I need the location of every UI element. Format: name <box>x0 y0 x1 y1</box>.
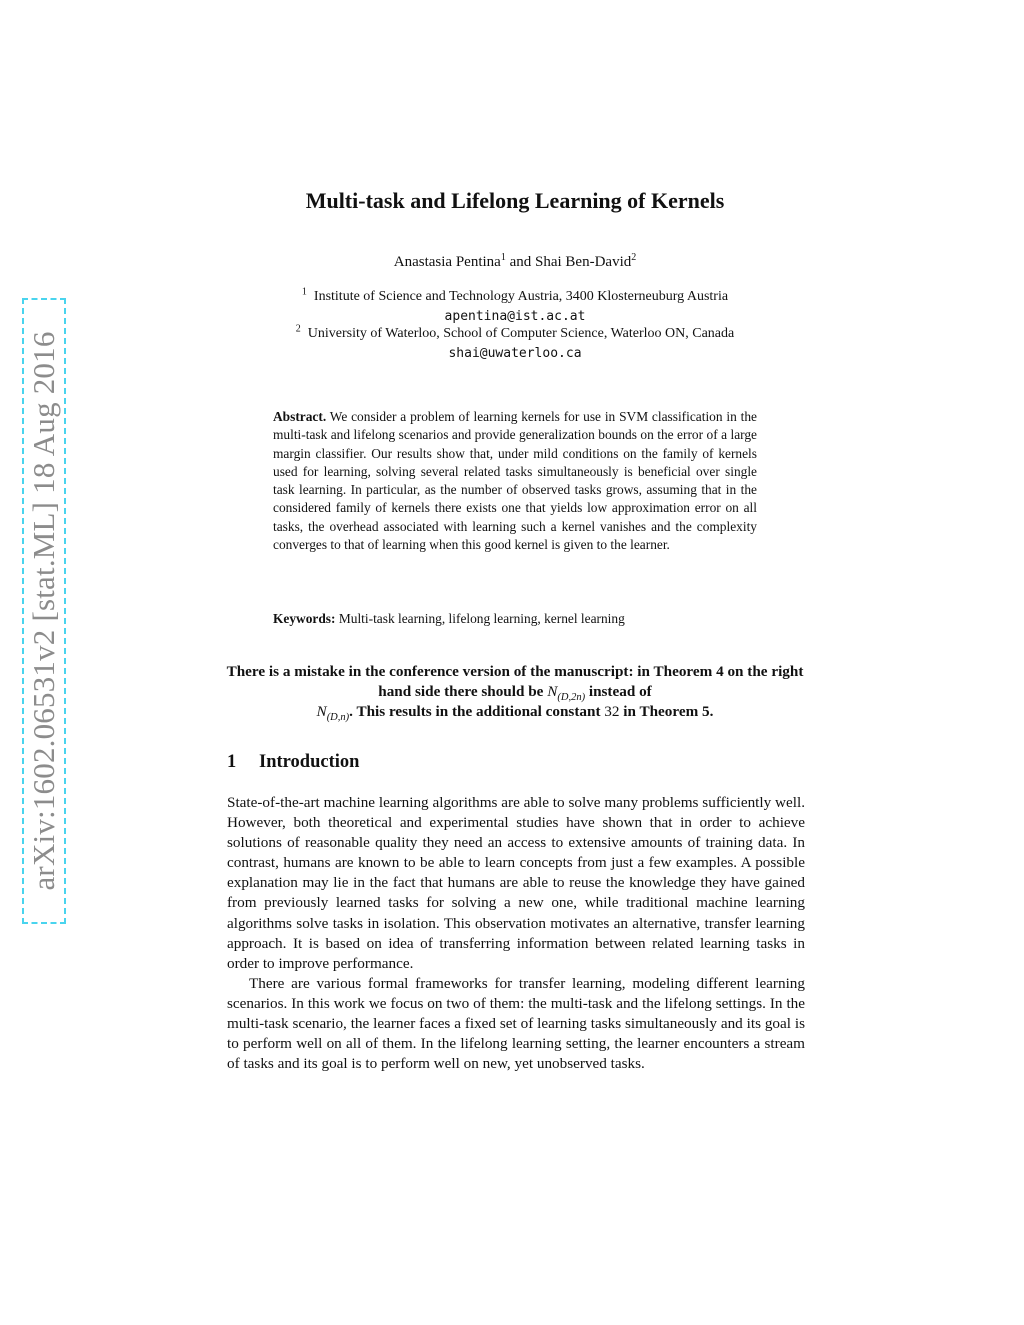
notice-text: instead of <box>588 683 652 700</box>
notice-constant: 32 <box>604 703 620 720</box>
abstract-label: Abstract. <box>273 409 327 424</box>
affiliation-mark: 1 <box>301 286 307 298</box>
abstract-text: We consider a problem of learning kernels for use in SVM classification in the multi-task and lifelong scenarios and provide generalization bounds on the error of a large margin classifier. Our results show that, under mild conditions on the family of kernels used for learning, solving several related tasks simultaneously is beneficial over single task learning. In particular, as the number of observed tasks grows, assuming that in the considered family of kernels there exists one that yields low approximation error on all tasks, the overhead associated with learning such a kernel vanishes and the complexity converges to that of learning when this good kernel is given to the learner. <box>273 409 758 553</box>
arxiv-stamp <box>22 298 66 924</box>
notice-text: . This results in the additional constant <box>349 703 601 720</box>
affiliation-text: University of Waterloo, School of Computer Science, Waterloo ON, Canada <box>307 326 735 341</box>
abstract <box>273 408 757 554</box>
author-line <box>180 254 850 271</box>
author-connector: and <box>509 254 532 270</box>
section-number: 1 <box>227 752 237 772</box>
paragraph: There are various formal frameworks for transfer learning, modeling different learning scenarios. In this work we focus on two of them: the multi-task and the lifelong settings. In the multi-task scenario, the learner faces a fixed set of learning tasks simultaneously and its goal is to perform well on all of them. In the lifelong learning setting, the learner encounters a stream of tasks and its goal is to perform well on new, yet unobserved tasks. <box>227 974 805 1073</box>
affiliation-mark: 1 <box>500 252 506 263</box>
math-symbol: $N_{(D,2n)}$ <box>547 683 586 704</box>
paragraph: State-of-the-art machine learning algorithms are able to solve many problems sufficiently well. However, both theoretical and experimental studies have shown that in order to achieve solutions of reasonable quality they need an access to extensive amounts of training data. In contrast, humans are known to be able to learn concepts from just a few examples. A possible explanation may lie in the fact that humans are able to reuse the knowledge they have gained from previously learned tasks for solving a new one, while traditional machine learning algorithms solve tasks in isolation. This observation motivates an alternative, transfer learning approach. It is based on idea of transferring information between related learning tasks in order to improve performance. <box>227 794 805 972</box>
author-name: Anastasia Pentina <box>393 254 501 270</box>
author-email[interactable]: shai@uwaterloo.ca <box>448 346 582 361</box>
keywords-label: Keywords: <box>273 611 336 626</box>
arxiv-identifier: arXiv:1602.06531v2 [stat.ML] 18 Aug 2016 <box>26 331 61 891</box>
keywords <box>273 611 773 627</box>
affiliation-2 <box>180 323 850 342</box>
section-title: Introduction <box>259 752 360 772</box>
paper-title: Multi-task and Lifelong Learning of Kernels <box>305 188 725 213</box>
section-heading <box>227 752 359 773</box>
notice-text: There is a mistake in the conference version of the manuscript: in Theorem 4 on the right hand side there should be <box>226 663 804 700</box>
notice-text: in Theorem 5. <box>623 703 714 720</box>
introduction-body <box>227 793 805 1074</box>
author-email[interactable]: apentina@ist.ac.at <box>444 309 586 324</box>
affiliation-text: Institute of Science and Technology Austria, 3400 Klosterneuburg Austria <box>313 289 729 304</box>
affiliation-mark: 2 <box>631 252 637 263</box>
erratum-notice <box>215 662 815 722</box>
affiliation-mark: 2 <box>295 323 301 335</box>
affiliation-1 <box>180 286 850 305</box>
keywords-text: Multi-task learning, lifelong learning, kernel learning <box>338 611 625 626</box>
math-symbol: $N_{(D,n)}$ <box>316 703 350 724</box>
author-name: Shai Ben-David <box>535 254 632 270</box>
